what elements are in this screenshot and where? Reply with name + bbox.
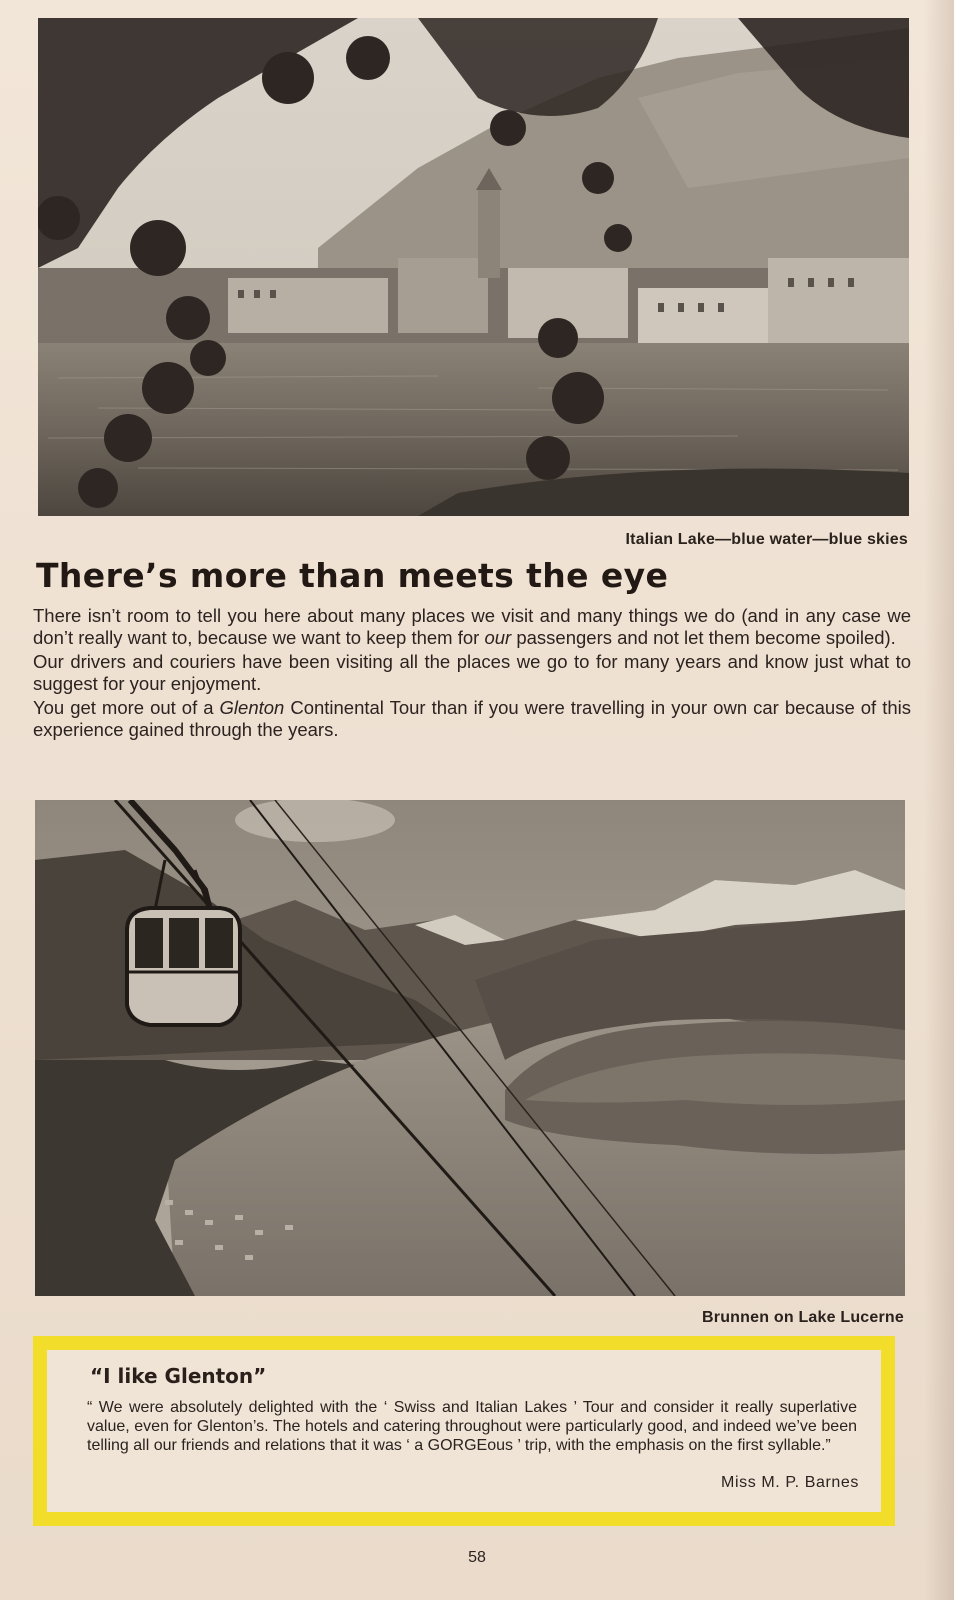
testimonial-quote: “ We were absolutely delighted with the ‘ Swiss and Italian Lakes ’ Tour and consider it really superlative value, even for Glenton’s. The hotels and catering throughout were particularly good, and indeed we’ve been telling all our friends and relations that it was ‘ a GORGEous ’ trip, with the emphasis on the first syllable.” [87, 1399, 857, 1454]
page-number: 58 [468, 1549, 486, 1566]
paragraph-places-emphasis: our [484, 627, 512, 648]
paragraph-tour-emphasis: Glenton [219, 697, 285, 718]
paragraph-drivers: Our drivers and couriers have been visiting all the places we go to for many years and know just what to suggest for your enjoyment. [33, 651, 911, 694]
paragraph-places-text-a: There isn’t room to tell you here about many places we visit and many things we do (and in any case we don’t really want to, because we want to keep them for [33, 605, 911, 648]
page-edge-shadow [924, 0, 954, 1600]
brunnen-photo [35, 800, 905, 1296]
article-headline: There’s more than meets the eye [36, 556, 669, 595]
paragraph-places [33, 605, 911, 649]
italian-lake-caption: Italian Lake—blue water—blue skies [625, 531, 908, 548]
paragraph-tour-text-b: Continental Tour than if you were travelling in your own car because of this experience gained through the years. [33, 697, 911, 740]
testimonial-box [33, 1336, 895, 1526]
paragraph-tour [33, 697, 911, 741]
paragraph-tour-text-a: You get more out of a [33, 697, 220, 718]
testimonial-title: “I like Glenton” [90, 1364, 267, 1388]
article-body [33, 605, 911, 743]
italian-lake-photo [38, 18, 909, 516]
testimonial-author: Miss M. P. Barnes [721, 1474, 859, 1491]
paragraph-places-text-b: passengers and not let them become spoiled). [511, 627, 896, 648]
brunnen-caption: Brunnen on Lake Lucerne [702, 1309, 904, 1326]
